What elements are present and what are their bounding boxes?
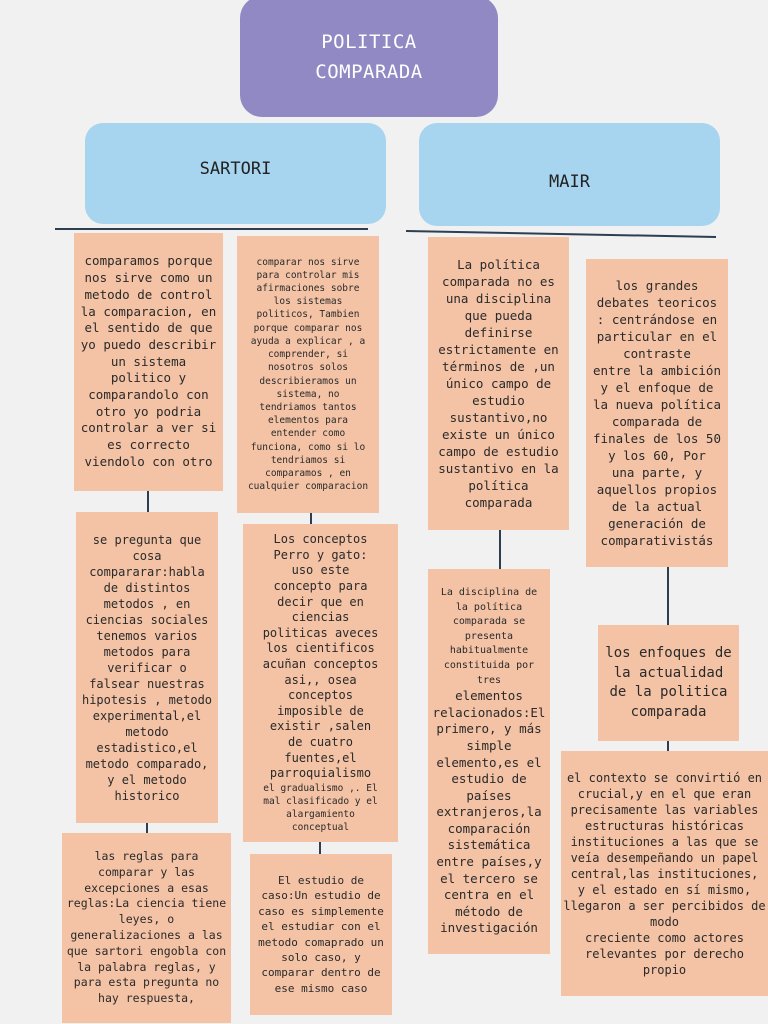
sartori-box-reglas xyxy=(62,833,231,1023)
mair-box-contexto xyxy=(561,751,768,996)
mair-box-enfoques xyxy=(598,625,739,741)
sartori-box-metodos xyxy=(76,512,218,823)
mair-box-enfoques-text: los enfoques de la actualidad de la politica comparada xyxy=(605,645,732,720)
mair-label: MAIR xyxy=(549,172,590,192)
sartori-box-reglas-text: las reglas para comparar y las excepciones a esas reglas:La ciencia tiene leyes, o generalizaciones a las que sartori engobla con la palabra reglas, y para esta pregunta no hay respuesta, xyxy=(66,849,227,1006)
sartori-box-control-text: comparamos porque nos sirve como un metodo de control la comparacion, en el sentido de que yo puedo describir un sistema politico y comparandolo con otro yo podria controlar a ver si es correcto viendolo con otro xyxy=(80,253,217,469)
sartori-box-conceptos-small: el gradualismo ,. El mal clasificado y el alargamiento conceptual xyxy=(263,782,378,833)
mair-node xyxy=(419,123,720,226)
title-node xyxy=(240,0,498,117)
mair-box-elementos-text: elementos relacionados:El primero, y más simple elemento,es el estudio de países extranjeros,la comparación sistemática entre países,y el tercero se centra en el método de investigación xyxy=(432,688,546,936)
mair-box-contexto-text: el contexto se convirtió en crucial,y en el que eran precisamente las variables estructuras históricas instituciones a las que se veía desempeñando un papel central,las instituciones, y el estado en sí mismo, llegaron a ser percibidos de modo creciente como actores relevantes por derecho propio xyxy=(563,770,766,977)
sartori-box-comparar xyxy=(237,236,379,513)
sartori-box-comparar-text: comparar nos sirve para controlar mis afirmaciones sobre los sistemas politicos, Tambien porque comparar nos ayuda a explicar , a comprender, si nosotros solos describieramos un sistema, no tendriamos tantos elementos para entender como funciona, como si lo tendriamos si comparamos , en cualquier comparacion xyxy=(247,256,369,493)
sartori-box-caso-text: El estudio de caso:Un estudio de caso es simplemente el estudiar con el metodo comaprado un solo caso, y comparar dentro de ese mismo caso xyxy=(258,873,384,995)
title-text: POLITICA COMPARADA xyxy=(315,30,423,83)
mair-box-debates xyxy=(586,259,728,567)
mair-box-debates-text: los grandes debates teoricos : centrándose en particular en el contraste entre la ambición y el enfoque de la nueva política comparada de finales de los 50 y los 60, Por una parte, y aquellos propios de la actual generación de comparativistás xyxy=(593,278,721,548)
mair-box-disciplina-text: La política comparada no es una disciplina que pueda definirse estrictamente en términos de ,un único campo de estudio sustantivo,no existe un único campo de estudio sustantivo en la política comparada xyxy=(438,257,559,510)
mair-box-elementos xyxy=(428,569,550,954)
sartori-box-control xyxy=(74,233,223,491)
sartori-box-conceptos xyxy=(243,524,398,842)
sartori-box-conceptos-text: Los conceptos Perro y gato: uso este concepto para decir que en ciencias politicas aveces los cientificos acuñan conceptos asi,, osea conceptos imposible de existir ,salen de cuatro fuentes,el parroquialismo xyxy=(262,532,379,781)
sartori-box-metodos-text: se pregunta que cosa compararar:habla de distintos metodos , en ciencias sociales tenemos varios metodos para verificar o falsear nuestras hipotesis , metodo experimental,el metodo estadistico,el metodo comparado, y el metodo historico xyxy=(81,532,213,803)
mair-box-disciplina xyxy=(428,237,569,530)
sartori-node xyxy=(85,123,386,224)
sartori-label: SARTORI xyxy=(199,158,272,179)
sartori-box-caso xyxy=(250,854,392,1015)
mair-box-elementos-small: La disciplina de la política comparada se presenta habitualmente constituida por tres xyxy=(440,586,538,686)
